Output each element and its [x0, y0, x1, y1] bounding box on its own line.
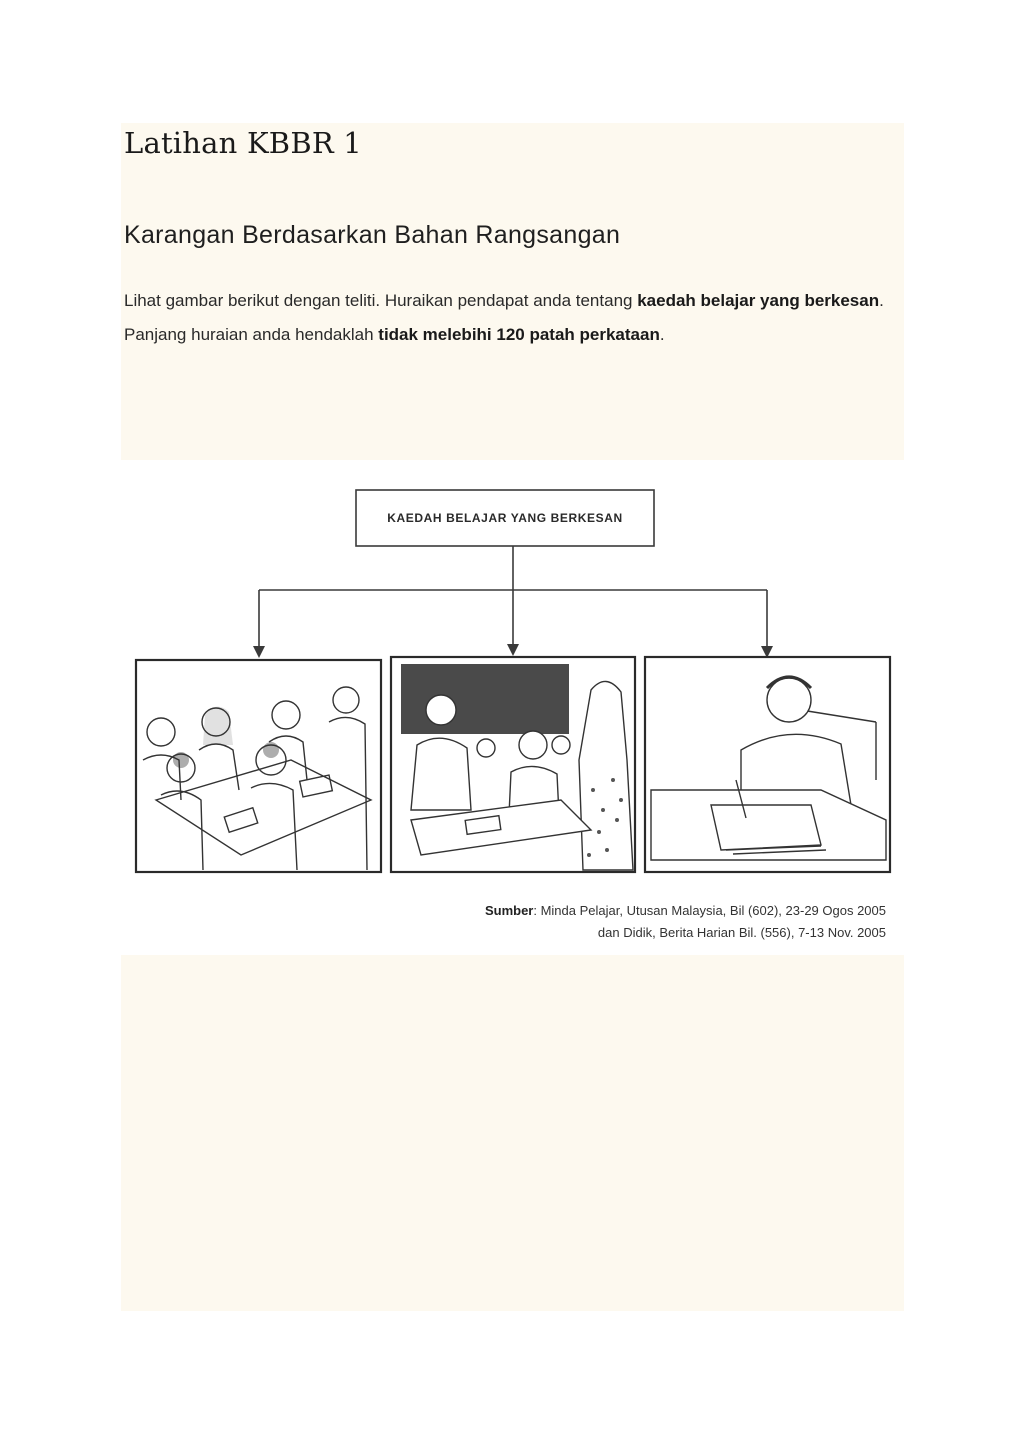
- group-discussion-scene: [136, 660, 381, 872]
- document-subtitle: Karangan Berdasarkan Bahan Rangsangan: [124, 221, 621, 249]
- answer-panel-background: [121, 955, 904, 1311]
- instruction-text: [124, 284, 899, 352]
- source-text-1: : Minda Pelajar, Utusan Malaysia, Bil (602), 23-29 Ogos 2005: [533, 903, 886, 918]
- source-line-2: dan Didik, Berita Harian Bil. (556), 7-13 Nov. 2005: [597, 925, 886, 940]
- stimulus-figure: [121, 460, 904, 955]
- instruction-part-1: Lihat gambar berikut dengan teliti. Huraikan pendapat anda tentang: [124, 291, 638, 310]
- instruction-part-2: . Panjang huraian anda hendaklah: [124, 291, 884, 344]
- topic-box-label: KAEDAH BELAJAR YANG BERKESAN: [387, 511, 623, 525]
- instruction-bold-topic: kaedah belajar yang berkesan: [637, 291, 880, 310]
- figure-source: [485, 900, 886, 944]
- instruction-part-3: .: [659, 325, 665, 344]
- individual-study-scene: [645, 657, 890, 872]
- source-label: Sumber: [484, 903, 534, 918]
- document-title: Latihan KBBR 1: [124, 126, 362, 160]
- source-line-1: [485, 900, 886, 922]
- classroom-teacher-scene: [391, 657, 635, 872]
- instruction-bold-limit: tidak melebihi 120 patah perkataan: [378, 325, 660, 344]
